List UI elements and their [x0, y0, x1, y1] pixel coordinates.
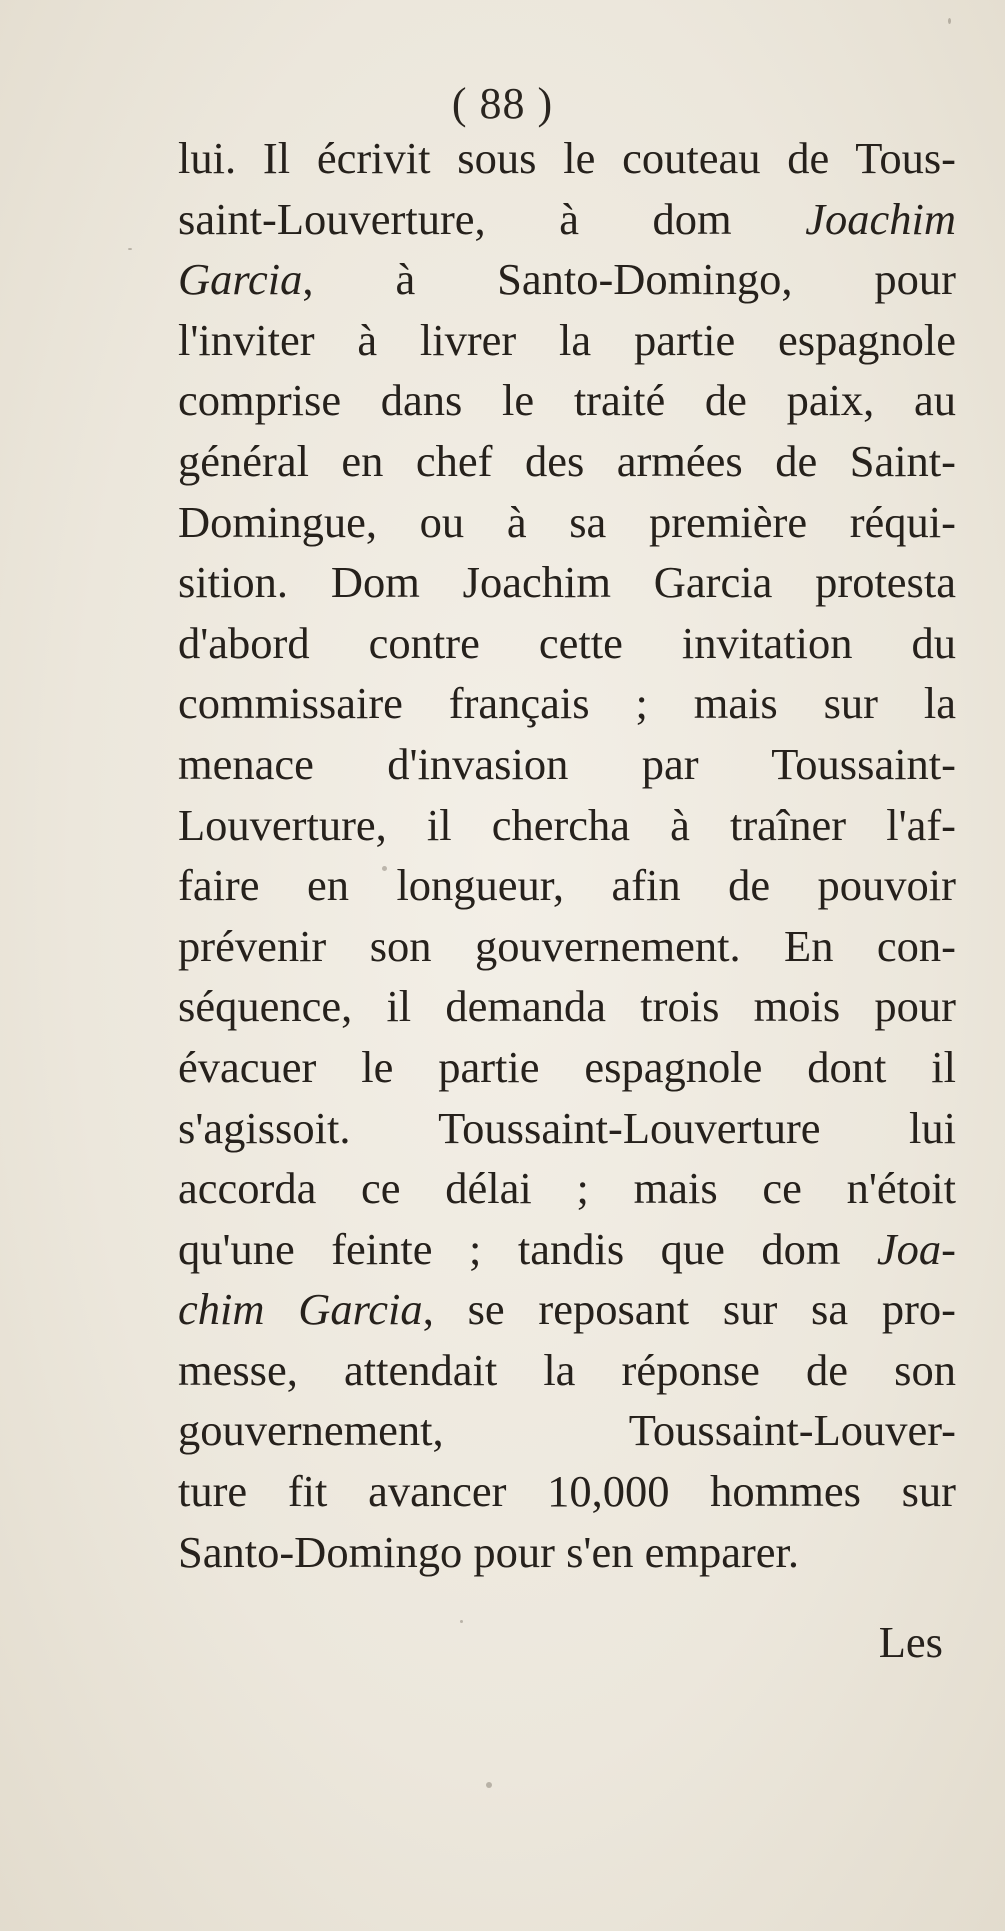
italic-name: Joa- [876, 1223, 956, 1274]
text-line [178, 1522, 956, 1583]
text-line [178, 613, 956, 674]
text-segment: , à Santo-Domingo, pour [302, 254, 956, 305]
text-line [178, 128, 956, 189]
text-line [178, 1461, 956, 1522]
text-line [178, 370, 956, 431]
catchword: Les [878, 1617, 943, 1667]
text-segment: commissaire français ; mais sur la [178, 678, 956, 729]
text-line [178, 1279, 956, 1340]
text-segment: menace d'invasion par Toussaint- [178, 738, 956, 789]
text-segment: Louverture, il chercha à traîner l'af- [178, 799, 956, 850]
text-segment: qu'une feinte ; tandis que dom [178, 1223, 877, 1274]
text-segment: gouvernement, Toussaint-Louver- [178, 1405, 956, 1456]
text-line [178, 1158, 956, 1219]
text-line [178, 1340, 956, 1401]
text-segment: Domingue, ou à sa première réqui- [178, 496, 956, 547]
italic-name: Joachim [805, 193, 956, 244]
italic-name: chim Garcia [178, 1284, 423, 1335]
text-segment: évacuer le partie espagnole dont il [178, 1041, 956, 1092]
text-line [178, 734, 956, 795]
text-segment: Santo-Domingo pour s'en emparer. [178, 1526, 800, 1577]
text-segment: séquence, il demanda trois mois pour [178, 981, 956, 1032]
text-line [178, 310, 956, 371]
paper-speck [460, 1620, 463, 1623]
text-segment: messe, attendait la réponse de son [178, 1344, 956, 1395]
text-segment: ture fit avancer 10,000 hommes sur [178, 1466, 956, 1517]
text-segment: s'agissoit. Toussaint-Louverture lui [178, 1102, 956, 1153]
text-line [178, 855, 956, 916]
paper-speck [948, 18, 951, 24]
paper-speck [128, 248, 132, 250]
text-line [178, 976, 956, 1037]
body-text [178, 128, 956, 1582]
text-segment: saint-Louverture, à dom [178, 193, 806, 244]
text-segment: sition. Dom Joachim Garcia protesta [178, 557, 956, 608]
italic-name: Garcia [178, 254, 303, 305]
paper-speck [382, 866, 387, 871]
paper-speck [486, 1782, 492, 1788]
text-line [178, 673, 956, 734]
text-line [178, 795, 956, 856]
text-segment: faire en longueur, afin de pouvoir [178, 860, 956, 911]
text-line [178, 492, 956, 553]
text-line [178, 1400, 956, 1461]
text-line [178, 189, 956, 250]
page-number: ( 88 ) [451, 79, 554, 128]
text-segment: comprise dans le traité de paix, au [178, 375, 956, 426]
text-segment: , se reposant sur sa pro- [422, 1284, 957, 1335]
text-line [178, 1219, 956, 1280]
text-segment: accorda ce délai ; mais ce n'étoit [178, 1163, 956, 1214]
text-line [178, 431, 956, 492]
text-segment: d'abord contre cette invitation du [178, 617, 956, 668]
text-line [178, 1037, 956, 1098]
text-segment: général en chef des armées de Saint- [178, 435, 956, 486]
text-line [178, 249, 956, 310]
text-line [178, 916, 956, 977]
text-line [178, 552, 956, 613]
text-segment: lui. Il écrivit sous le couteau de Tous- [178, 133, 956, 183]
text-segment: prévenir son gouvernement. En con- [178, 920, 956, 971]
text-segment: l'inviter à livrer la partie espagnole [178, 314, 956, 365]
text-line [178, 1098, 956, 1159]
